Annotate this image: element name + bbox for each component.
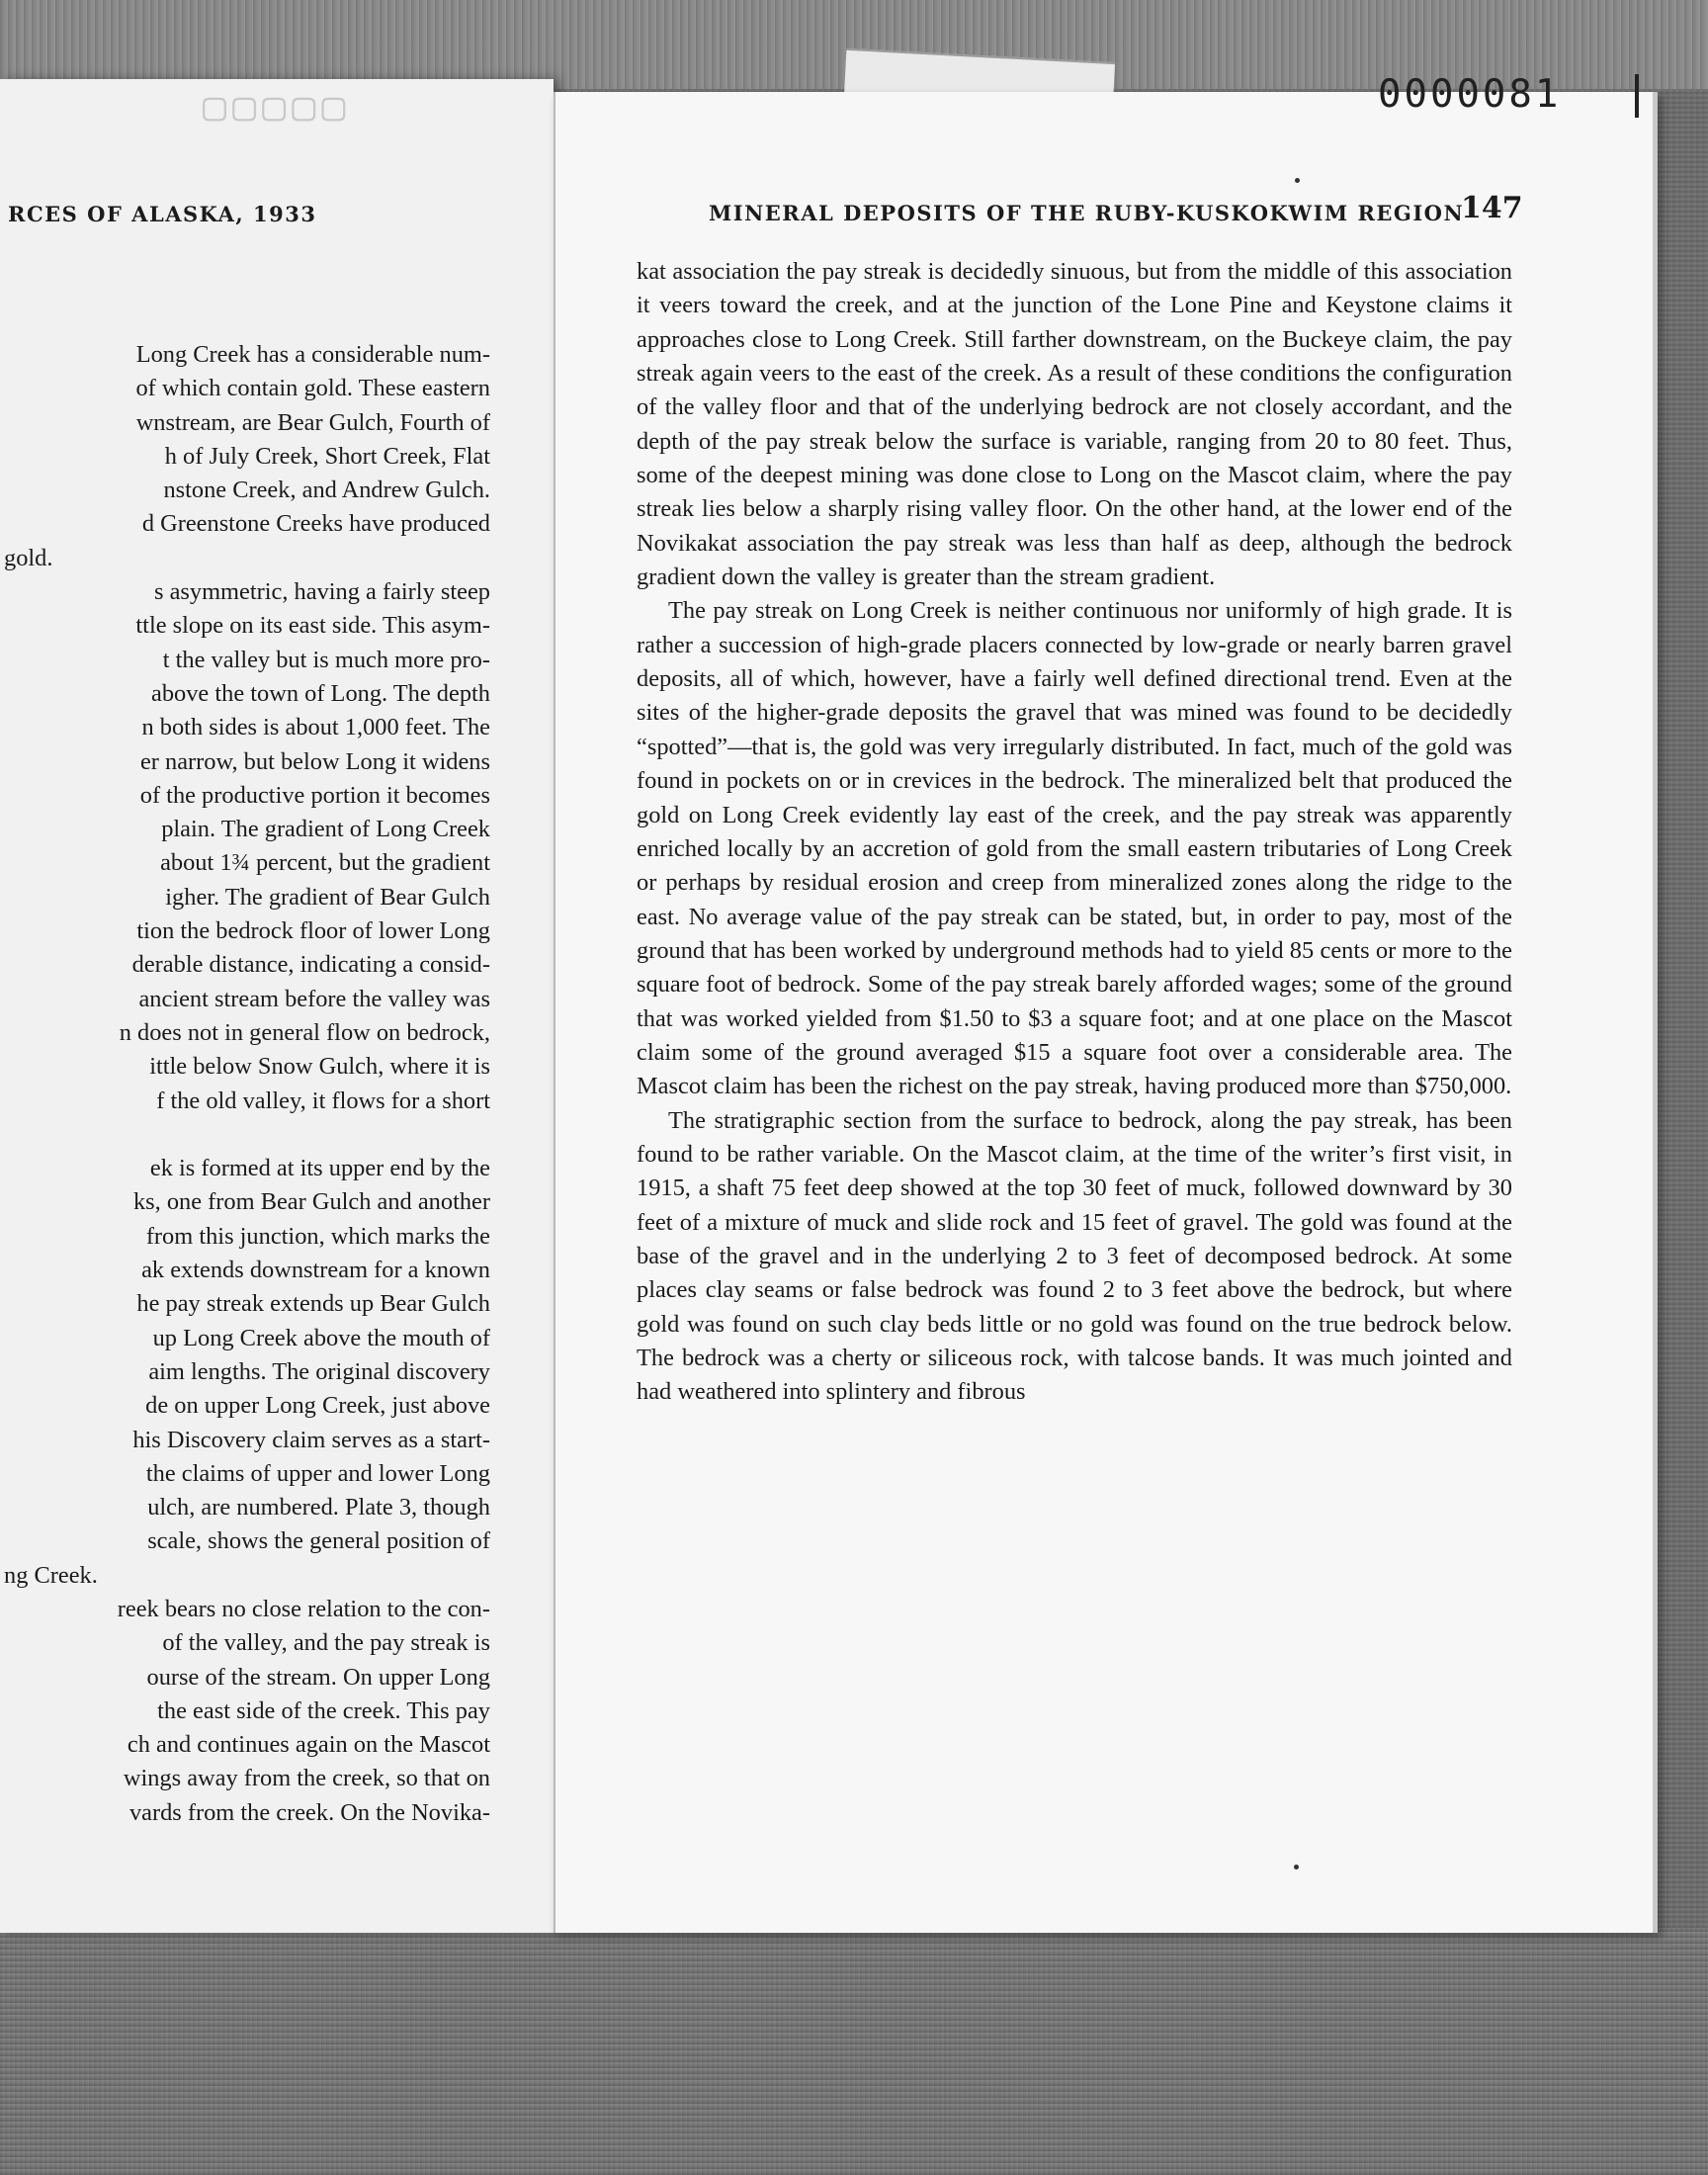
text-line: of the productive portion it becomes [139,781,490,809]
text-line: gold. [4,544,53,571]
text-line: d Greenstone Creeks have produced [141,510,490,538]
text-line: h of July Creek, Short Creek, Flat [164,442,490,470]
page-number: 147 [1461,191,1523,225]
text-line: about 1¾ percent, but the gradient [160,849,490,877]
text-line: wnstream, are Bear Gulch, Fourth of [135,408,490,436]
left-page [0,79,554,1933]
text-line: from this junction, which marks the [145,1222,490,1250]
left-page-text [0,338,490,1830]
right-running-head: MINERAL DEPOSITS OF THE RUBY-KUSKOKWIM REGION [709,201,1465,225]
text-line: scale, shows the general position of [147,1527,490,1555]
text-line: his Discovery claim serves as a start- [132,1426,490,1453]
scan-speck [1295,178,1300,183]
text-line: of which contain gold. These eastern [135,375,490,402]
stamp-bar [1635,74,1639,118]
left-running-head: RCES OF ALASKA, 1933 [8,202,317,226]
right-page-body [637,255,1512,1410]
text-line: above the town of Long. The depth [151,679,490,707]
text-line: ittle below Snow Gulch, where it is [149,1053,490,1081]
bleed-through-mark: ▢▢▢▢▢ [203,84,352,130]
paragraph: The stratigraphic section from the surface to bedrock, along the pay streak, has been found to be rather variable. On the Mascot claim, at the time of the writer’s first visit, in 1915, a shaft 75 feet deep showed at the top 30 feet of muck, followed downward by 30 feet of a mixture of muck and slide rock and 15 feet of gravel. The gold was found at the base of the gravel and in the underlying 2 to 3 feet of decomposed bedrock. At some places clay seams or false bedrock was found 2 to 3 feet above the bedrock, but where gold was found on such clay beds little or no gold was found on the true bedrock below. The bedrock was a cherty or siliceous rock, with talcose bands. It was much jointed and had weathered into splintery and fibrous [637,1106,1512,1406]
right-page [554,72,1658,1933]
text-line: ch and continues again on the Mascot [127,1731,490,1759]
text-line: aim lengths. The original discovery [148,1357,490,1385]
scan-speck [1294,1865,1299,1870]
text-line: er narrow, but below Long it widens [139,747,490,775]
text-line: vards from the creek. On the Novika- [128,1798,490,1826]
text-line: Long Creek has a considerable num- [135,341,490,368]
text-line: ng Creek. [4,1561,98,1589]
text-line: ks, one from Bear Gulch and another [132,1188,490,1216]
text-line: de on upper Long Creek, just above [145,1392,490,1420]
text-line: the east side of the creek. This pay [157,1696,490,1724]
text-line: s asymmetric, having a fairly steep [153,578,490,606]
text-line: reek bears no close relation to the con- [117,1595,490,1622]
text-line: ek is formed at its upper end by the [149,1155,490,1182]
text-line: ancient stream before the valley was [138,985,490,1012]
text-line: igher. The gradient of Bear Gulch [165,883,490,911]
text-line: n both sides is about 1,000 feet. The [141,714,490,741]
text-line: derable distance, indicating a consid- [131,951,490,979]
text-line: ulch, are numbered. Plate 3, though [147,1494,490,1522]
text-line: he pay streak extends up Bear Gulch [136,1290,490,1318]
text-line: f the old valley, it flows for a short [156,1087,490,1114]
text-line: ak extends downstream for a known [141,1257,490,1284]
text-line: the claims of upper and lower Long [145,1459,490,1487]
text-line: wings away from the creek, so that on [123,1765,490,1792]
paragraph: kat association the pay streak is decidedly sinuous, but from the middle of this association it veers toward the creek, and at the junction of the Lone Pine and Keystone claims it approaches close to Long Creek. Still farther downstream, on the Buckeye claim, the pay streak again veers to the east of the creek. As a result of these conditions the configuration of the valley floor and that of the underlying bedrock are not closely accordant, and the depth of the pay streak below the surface is variable, ranging from 20 to 80 feet. Thus, some of the deepest mining was done close to Long on the Mascot claim, where the pay streak lies below a sharply rising valley floor. On the other hand, at the lower end of the Novikakat association the pay streak was less than half as deep, although the bedrock gradient down the valley is greater than the stream gradient. [637,258,1512,591]
text-line: of the valley, and the pay streak is [162,1629,490,1657]
text-line: nstone Creek, and Andrew Gulch. [163,477,490,504]
text-line: ourse of the stream. On upper Long [146,1663,490,1691]
text-line: t the valley but is much more pro- [162,646,490,673]
text-line [0,1118,490,1152]
text-line: up Long Creek above the mouth of [152,1324,490,1351]
document-stamp-number: 0000081 [1378,72,1562,117]
scan-background-bottom [0,1928,1708,2175]
text-line: n does not in general flow on bedrock, [119,1018,490,1046]
paragraph: The pay streak on Long Creek is neither continuous nor uniformly of high grade. It is rather a succession of high-grade placers connected by low-grade or nearly barren gravel deposits, all of which, however, have a fairly well defined directional trend. Even at the sites of the higher-grade deposits the gravel that was mined was found to be decidedly “spotted”—that is, the gold was very irregularly distributed. In fact, much of the gold was found in pockets on or in crevices in the bedrock. The mineralized belt that produced the gold on Long Creek evidently lay east of the creek, and the pay streak was apparently enriched locally by an accretion of gold from the small eastern tributaries of Long Creek or perhaps by residual erosion and creep from mineralized zones along the ridge to the east. No average value of the pay streak can be stated, but, in order to pay, most of the ground that has been worked by underground methods had to yield 85 cents or more to the square foot of bedrock. Some of the pay streak barely afforded wages; some of the ground that was worked yielded from $1.50 to $3 a square foot; and at one place on the Mascot claim some of the ground averaged $15 a square foot over a considerable area. The Mascot claim has been the richest on the pay streak, having produced more than $750,000. [637,597,1512,1100]
text-line: tion the bedrock floor of lower Long [136,917,490,945]
text-line: ttle slope on its east side. This asym- [135,612,490,640]
text-line: plain. The gradient of Long Creek [161,816,490,843]
